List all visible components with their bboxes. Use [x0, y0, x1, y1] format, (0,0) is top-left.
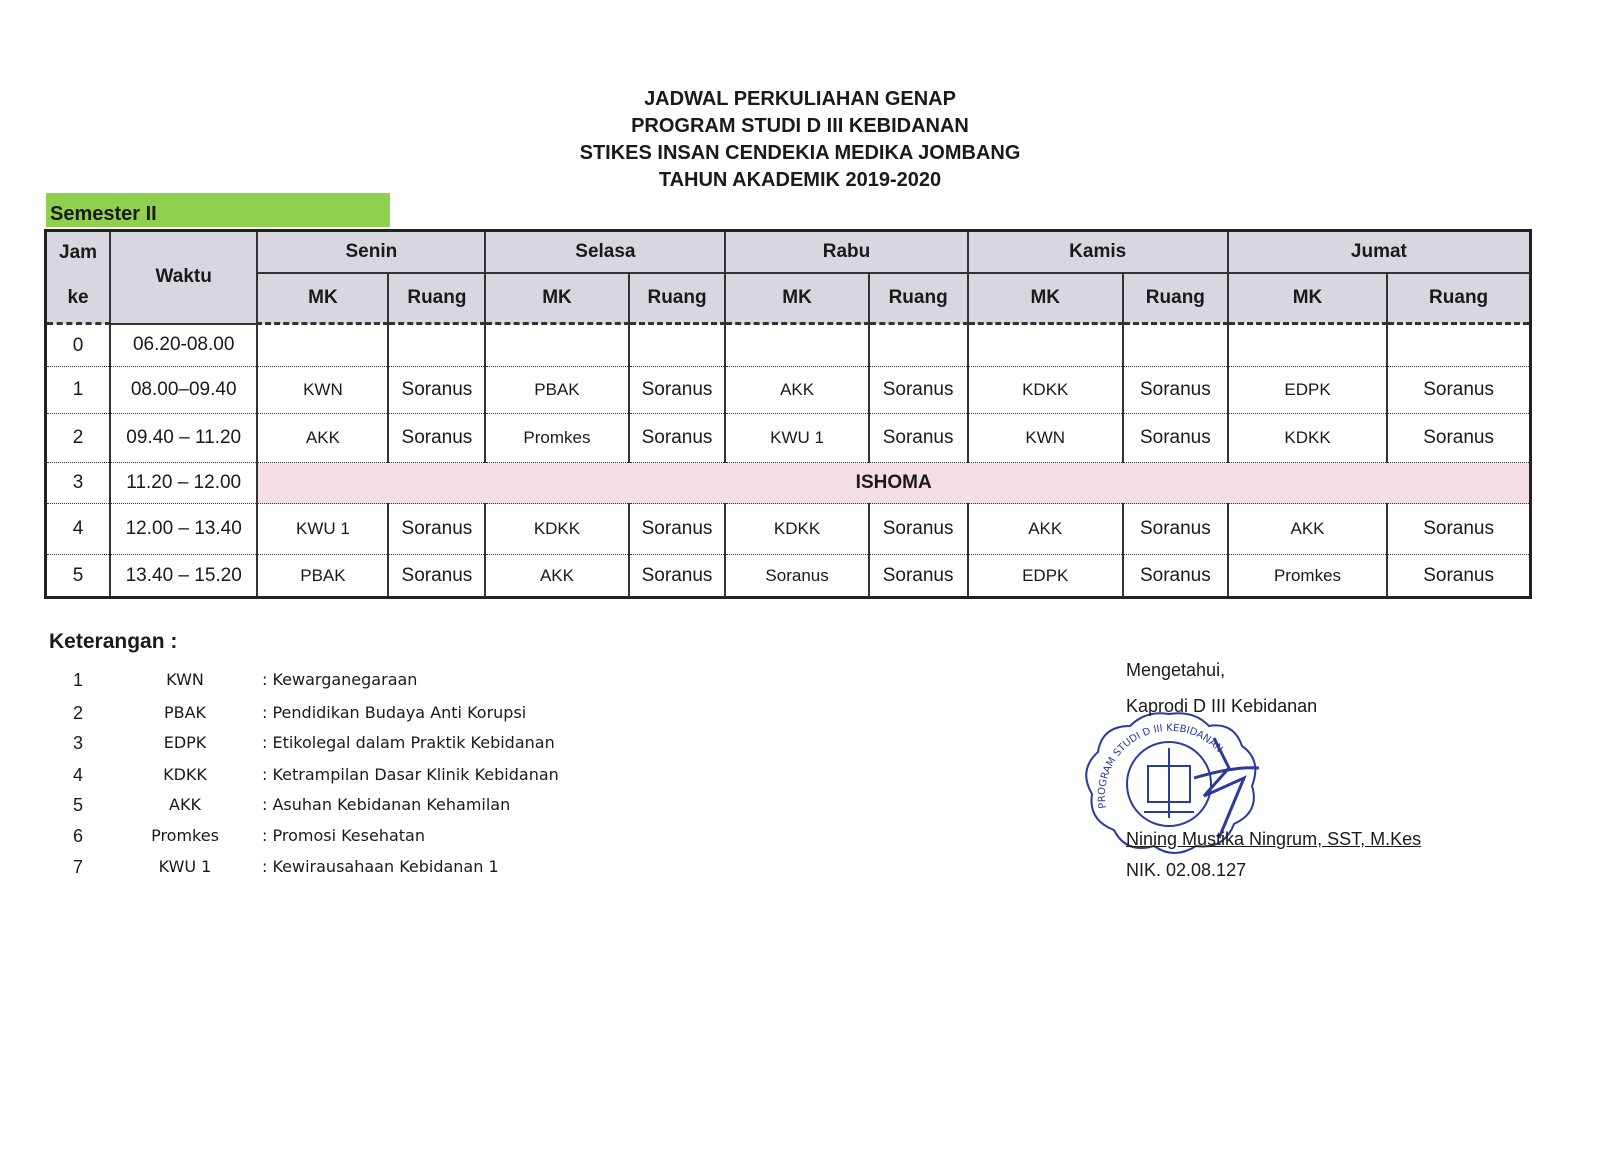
cell-jam: 2	[46, 414, 111, 463]
cell-waktu: 12.00 – 13.40	[110, 504, 257, 555]
semester-label: Semester II	[46, 193, 390, 227]
table-row	[46, 324, 1531, 367]
cell-mk: AKK	[725, 367, 868, 414]
header-ruang: Ruang	[629, 273, 726, 324]
document-title-block	[0, 86, 1600, 194]
cell-mk	[485, 324, 628, 367]
legend-description: : Asuhan Kebidanan Kehamilan	[262, 795, 511, 814]
cell-ruang: Soranus	[1387, 504, 1530, 555]
cell-ruang	[629, 324, 726, 367]
cell-mk: KWN	[257, 367, 388, 414]
legend-number: 2	[72, 703, 83, 723]
legend-number: 5	[72, 795, 83, 815]
cell-mk	[257, 324, 388, 367]
header-ruang: Ruang	[1387, 273, 1530, 324]
title-line-4: TAHUN AKADEMIK 2019-2020	[658, 169, 942, 191]
cell-mk: Soranus	[725, 555, 868, 598]
cell-mk	[725, 324, 868, 367]
cell-ruang: Soranus	[1123, 414, 1228, 463]
header-waktu: Waktu	[110, 231, 257, 324]
cell-mk	[968, 324, 1123, 367]
legend-code: Promkes	[151, 826, 219, 845]
header-ke: ke	[46, 273, 111, 324]
cell-ruang: Soranus	[629, 555, 726, 598]
cell-waktu: 08.00–09.40	[110, 367, 257, 414]
signatory-nik: NIK. 02.08.127	[1126, 860, 1247, 880]
cell-mk: Promkes	[1228, 555, 1387, 598]
header-mk: MK	[968, 273, 1123, 324]
legend-description: : Kewarganegaraan	[262, 670, 418, 689]
legend-number: 7	[72, 857, 83, 877]
cell-ruang: Soranus	[869, 504, 968, 555]
cell-mk: KWN	[968, 414, 1123, 463]
cell-mk: AKK	[968, 504, 1123, 555]
title-line-2: PROGRAM STUDI D III KEBIDANAN	[631, 115, 969, 137]
stamp-lettering: PROGRAM STUDI D III KEBIDANAN	[1096, 722, 1225, 810]
cell-ruang: Soranus	[1387, 414, 1530, 463]
cell-ruang: Soranus	[629, 367, 726, 414]
legend-number: 6	[72, 826, 83, 846]
legend-code: EDPK	[163, 733, 207, 752]
signatory-name: Nining Mustika Ningrum, SST, M.Kes	[1126, 829, 1422, 849]
legend-number: 1	[72, 670, 83, 690]
header-day-rabu: Rabu	[725, 231, 967, 274]
legend-code: KWU 1	[158, 857, 212, 876]
cell-ruang: Soranus	[388, 367, 485, 414]
cell-ruang: Soranus	[869, 555, 968, 598]
table-row	[46, 414, 1531, 463]
cell-mk: AKK	[1228, 504, 1387, 555]
header-mk: MK	[725, 273, 868, 324]
header-ruang: Ruang	[388, 273, 485, 324]
header-ruang: Ruang	[869, 273, 968, 324]
cell-ruang: Soranus	[1123, 367, 1228, 414]
cell-ruang	[869, 324, 968, 367]
cell-mk	[1228, 324, 1387, 367]
table-row	[46, 463, 1531, 504]
break-cell: ISHOMA	[257, 463, 1530, 504]
cell-waktu: 06.20-08.00	[110, 324, 257, 367]
cell-jam: 1	[46, 367, 111, 414]
cell-mk: AKK	[485, 555, 628, 598]
cell-mk: KDKK	[725, 504, 868, 555]
legend-number: 4	[72, 765, 83, 785]
cell-jam: 4	[46, 504, 111, 555]
cell-jam: 0	[46, 324, 111, 367]
cell-jam: 5	[46, 555, 111, 598]
legend-code: PBAK	[163, 703, 207, 722]
header-jam: Jam	[46, 231, 111, 274]
header-day-selasa: Selasa	[485, 231, 725, 274]
schedule-table	[44, 229, 1532, 599]
cell-ruang: Soranus	[1123, 555, 1228, 598]
legend-code: KDKK	[163, 765, 207, 784]
cell-mk: AKK	[257, 414, 388, 463]
header-day-senin: Senin	[257, 231, 485, 274]
header-day-jumat: Jumat	[1228, 231, 1531, 274]
header-mk: MK	[257, 273, 388, 324]
cell-mk: KWU 1	[257, 504, 388, 555]
header-mk: MK	[485, 273, 628, 324]
sign-position: Kaprodi D III Kebidanan	[1126, 696, 1318, 716]
legend-description: : Etikolegal dalam Praktik Kebidanan	[262, 733, 555, 752]
header-ruang: Ruang	[1123, 273, 1228, 324]
header-mk: MK	[1228, 273, 1387, 324]
title-line-3: STIKES INSAN CENDEKIA MEDIKA JOMBANG	[579, 142, 1021, 164]
cell-ruang: Soranus	[1387, 367, 1530, 414]
table-row	[46, 367, 1531, 414]
legend-number: 3	[72, 733, 83, 753]
sign-acknowledge: Mengetahui,	[1126, 660, 1226, 680]
cell-ruang: Soranus	[388, 555, 485, 598]
cell-waktu: 11.20 – 12.00	[110, 463, 257, 504]
legend-description: : Kewirausahaan Kebidanan 1	[262, 857, 499, 876]
cell-waktu: 13.40 – 15.20	[110, 555, 257, 598]
cell-ruang	[388, 324, 485, 367]
cell-mk: PBAK	[485, 367, 628, 414]
cell-ruang: Soranus	[869, 414, 968, 463]
cell-mk: KWU 1	[725, 414, 868, 463]
legend-description: : Promosi Kesehatan	[262, 826, 425, 845]
legend-description: : Pendidikan Budaya Anti Korupsi	[262, 703, 527, 722]
table-row	[46, 504, 1531, 555]
cell-ruang: Soranus	[388, 414, 485, 463]
cell-mk: KDKK	[485, 504, 628, 555]
header-day-kamis: Kamis	[968, 231, 1228, 274]
cell-ruang	[1123, 324, 1228, 367]
cell-ruang: Soranus	[869, 367, 968, 414]
cell-ruang: Soranus	[629, 504, 726, 555]
cell-mk: PBAK	[257, 555, 388, 598]
cell-mk: EDPK	[968, 555, 1123, 598]
cell-ruang	[1387, 324, 1530, 367]
legend-code: KWN	[166, 670, 204, 689]
cell-jam: 3	[46, 463, 111, 504]
title-line-1: JADWAL PERKULIAHAN GENAP	[644, 88, 956, 110]
cell-mk: Promkes	[485, 414, 628, 463]
legend-description: : Ketrampilan Dasar Klinik Kebidanan	[262, 765, 559, 784]
cell-mk: KDKK	[968, 367, 1123, 414]
cell-mk: EDPK	[1228, 367, 1387, 414]
cell-ruang: Soranus	[1123, 504, 1228, 555]
cell-waktu: 09.40 – 11.20	[110, 414, 257, 463]
table-row	[46, 555, 1531, 598]
cell-ruang: Soranus	[388, 504, 485, 555]
legend-code: AKK	[169, 795, 201, 814]
cell-ruang: Soranus	[1387, 555, 1530, 598]
cell-mk: KDKK	[1228, 414, 1387, 463]
cell-ruang: Soranus	[629, 414, 726, 463]
legend-title: Keterangan :	[49, 630, 178, 653]
